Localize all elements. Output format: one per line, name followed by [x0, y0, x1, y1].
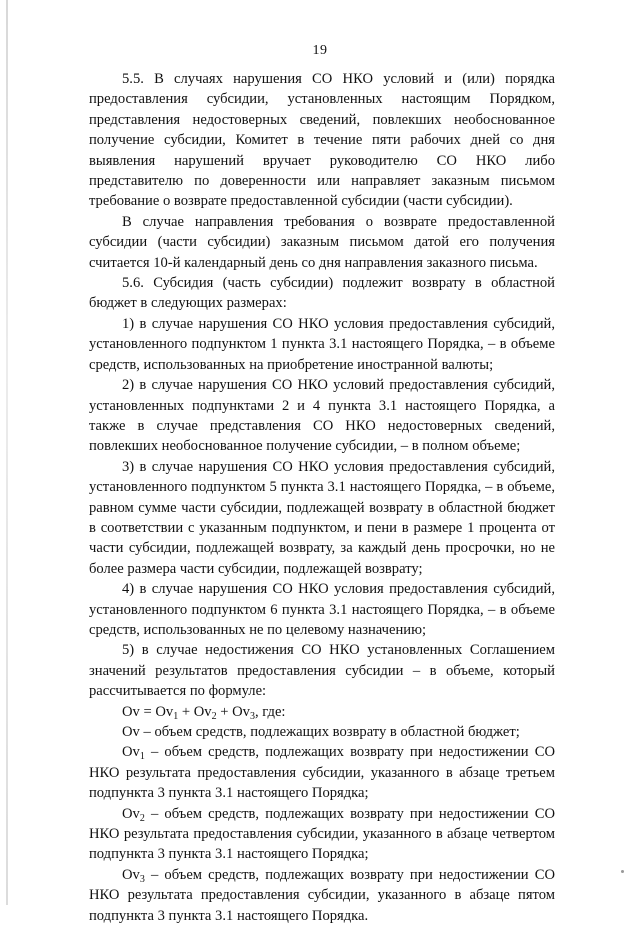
definition-ov3: $Ov_3$ – объем средств, подлежащих возврату при недостижении СО НКО результата предоставления субсидии, указанного в абзаце пятом подпункта 3 пункта 3.1 настоящего Порядка.: [89, 866, 555, 924]
paragraph-registered-letter: В случае направления требования о возврате предоставленной субсидии (части субсидии) заказным письмом датой его получения считается 10-й календарный день со дня направления заказного письма.: [89, 213, 555, 271]
list-item-4: 4) в случае нарушения СО НКО условия предоставления субсидий, установленного подпунктом 6 пункта 3.1 настоящего Порядка, – в объеме средств, использованных не по целевому назначению;: [89, 581, 555, 638]
paragraph-5-5: 5.5. В случаях нарушения СО НКО условий и (или) порядка предоставления субсидии, установленных настоящим Порядком, представления недостоверных сведений, повлекших необоснованное получение субсидии, Комитет в течение пяти рабочих дней со дня выявления нарушений вручает руководителю СО НКО либо представителю по доверенности или направляет заказным письмом требование о возврате предоставленной субсидии (части субсидии).: [89, 71, 555, 210]
scan-speck: [621, 870, 624, 873]
scan-edge-line: [6, 0, 8, 905]
document-body: [89, 69, 555, 926]
list-item-3: 3) в случае нарушения СО НКО условия предоставления субсидий, установленного подпунктом 5 пункта 3.1 настоящего Порядка, – в объеме, равном сумме части субсидии, подлежащей возврату в областной бюджет в соответствии с указанным подпунктом, и пени в размере 1 процента от части субсидии, подлежащей возврату, за каждый день просрочки, но не более размера части субсидии, подлежащей возврату;: [89, 458, 555, 577]
list-item-5: 5) в случае недостижения СО НКО установленных Соглашением значений результатов предоставления субсидии – в объеме, который рассчитывается по формуле:: [89, 642, 555, 700]
definition-ov1: $Ov_1$ – объем средств, подлежащих возврату при недостижении СО НКО результата предоставления субсидии, указанного в абзаце третьем подпункта 3 пункта 3.1 настоящего Порядка;: [89, 744, 555, 802]
formula: $Ov = Ov_1 + Ov_2 + Ov_3$, где:: [122, 703, 286, 722]
list-item-1: 1) в случае нарушения СО НКО условия предоставления субсидий, установленного подпунктом 1 пункта 3.1 настоящего Порядка, – в объеме средств, использованных на приобретение иностранной валюты;: [89, 315, 555, 373]
definition-ov2: $Ov_2$ – объем средств, подлежащих возврату при недостижении СО НКО результата предоставления субсидии, указанного в абзаце четвертом подпункта 3 пункта 3.1 настоящего Порядка;: [89, 805, 555, 863]
page-number: 19: [312, 43, 328, 58]
definition-ov: Ov – объем средств, подлежащих возврату в областной бюджет;: [122, 724, 520, 740]
list-item-2: 2) в случае нарушения СО НКО условий предоставления субсидий, установленных подпунктами 2 и 4 пункта 3.1 настоящего Порядка, а также в случае представления СО НКО недостоверных сведений, повлекших необоснованное получение субсидии, – в полном объеме;: [89, 377, 555, 455]
paragraph-5-6: 5.6. Субсидия (часть субсидии) подлежит возврату в областной бюджет в следующих размерах:: [89, 275, 555, 312]
